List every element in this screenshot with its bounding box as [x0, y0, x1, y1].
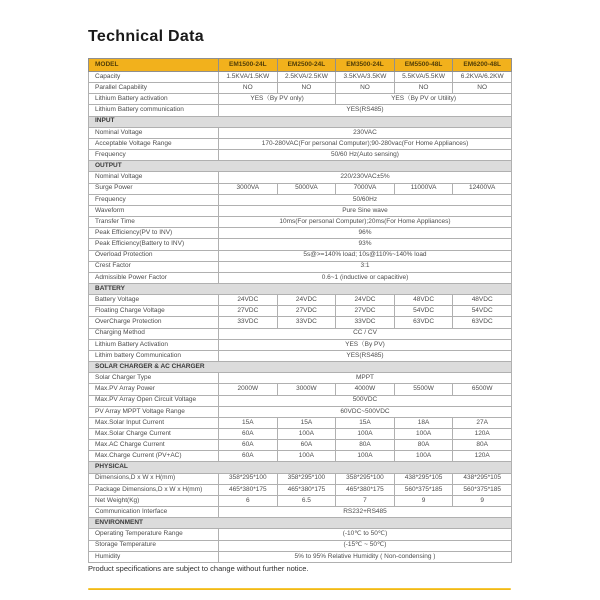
spec-value: 3:1	[219, 261, 512, 272]
section-label: BATTERY	[89, 283, 512, 294]
section-label: PHYSICAL	[89, 462, 512, 473]
spec-value: 100A	[277, 451, 336, 462]
spec-label: Peak Efficiency(PV to INV)	[89, 228, 219, 239]
spec-value: 80A	[453, 440, 512, 451]
spec-label: Max.PV Array Open Circuit Voltage	[89, 395, 219, 406]
spec-value: 33VDC	[336, 317, 395, 328]
spec-label: Lithium Battery Activation	[89, 339, 219, 350]
spec-label: Parallel Capability	[89, 83, 219, 94]
spec-value: 5.5KVA/5.5KW	[394, 72, 453, 83]
model-header-em5500-48l: EM5500-48L	[394, 59, 453, 72]
spec-label: Floating Charge Voltage	[89, 306, 219, 317]
table-row	[89, 317, 512, 328]
spec-value: 80A	[336, 440, 395, 451]
spec-value: 60A	[219, 429, 278, 440]
spec-label: PV Array MPPT Voltage Range	[89, 406, 219, 417]
spec-label: Package Dimensions,D x W x H(mm)	[89, 484, 219, 495]
spec-value: 50/60Hz	[219, 194, 512, 205]
section-row	[89, 362, 512, 373]
spec-value: YES(RS485)	[219, 105, 512, 116]
spec-label: Lithium Battery communication	[89, 105, 219, 116]
spec-value: YES（By PV only)	[219, 94, 336, 105]
spec-value: Pure Sine wave	[219, 205, 512, 216]
spec-label: Max.PV Array Power	[89, 384, 219, 395]
spec-value: 2.5KVA/2.5KW	[277, 72, 336, 83]
spec-value: 3.5KVA/3.5KW	[336, 72, 395, 83]
disclaimer-text: Product specifications are subject to change without further notice.	[88, 564, 309, 573]
spec-label: Max.Solar Input Current	[89, 417, 219, 428]
table-row	[89, 205, 512, 216]
spec-value: 15A	[336, 417, 395, 428]
model-header-label: MODEL	[89, 59, 219, 72]
spec-value: 438*295*105	[453, 473, 512, 484]
spec-value: NO	[453, 83, 512, 94]
table-row	[89, 72, 512, 83]
spec-value: 5% to 95% Relative Humidity ( Non-condensing )	[219, 551, 512, 562]
spec-value: 96%	[219, 228, 512, 239]
spec-label: Surge Power	[89, 183, 219, 194]
table-row	[89, 295, 512, 306]
spec-value: 27VDC	[336, 306, 395, 317]
model-header-em6200-48l: EM6200-48L	[453, 59, 512, 72]
spec-label: Communication Interface	[89, 507, 219, 518]
spec-value: 465*380*175	[336, 484, 395, 495]
spec-label: Charging Method	[89, 328, 219, 339]
spec-value: 100A	[336, 429, 395, 440]
spec-value: 9	[394, 495, 453, 506]
section-label: SOLAR CHARGER & AC CHARGER	[89, 362, 512, 373]
spec-value: 63VDC	[453, 317, 512, 328]
spec-value: 80A	[394, 440, 453, 451]
table-row	[89, 183, 512, 194]
spec-label: Max.Solar Charge Current	[89, 429, 219, 440]
section-label: OUTPUT	[89, 161, 512, 172]
table-row	[89, 540, 512, 551]
page-title: Technical Data	[88, 28, 204, 45]
table-row	[89, 127, 512, 138]
spec-value: YES（By PV)	[219, 339, 512, 350]
spec-label: Lithim battery Communication	[89, 350, 219, 361]
spec-value: NO	[394, 83, 453, 94]
table-row	[89, 495, 512, 506]
spec-value: 5500W	[394, 384, 453, 395]
section-row	[89, 161, 512, 172]
model-header-em3500-24l: EM3500-24L	[336, 59, 395, 72]
section-row	[89, 518, 512, 529]
spec-value: 560*375*185	[394, 484, 453, 495]
model-header-em2500-24l: EM2500-24L	[277, 59, 336, 72]
accent-divider-line	[88, 588, 511, 590]
table-row	[89, 306, 512, 317]
spec-value: NO	[219, 83, 278, 94]
spec-value: 100A	[277, 429, 336, 440]
spec-value: 27VDC	[219, 306, 278, 317]
spec-value: 2000W	[219, 384, 278, 395]
spec-value: 9	[453, 495, 512, 506]
spec-value: 220/230VAC±5%	[219, 172, 512, 183]
table-row	[89, 339, 512, 350]
spec-label: Acceptable Voltage Range	[89, 138, 219, 149]
spec-label: Max.AC Charge Current	[89, 440, 219, 451]
spec-value: 0.6~1 (inductive or capacitive)	[219, 272, 512, 283]
spec-value: 120A	[453, 451, 512, 462]
table-row	[89, 138, 512, 149]
spec-value: 18A	[394, 417, 453, 428]
spec-value: 358*295*100	[336, 473, 395, 484]
table-row	[89, 150, 512, 161]
table-row	[89, 239, 512, 250]
spec-value: 4000W	[336, 384, 395, 395]
spec-value: 10ms(For personal Computer);20ms(For Home Appliances)	[219, 217, 512, 228]
spec-value: 15A	[277, 417, 336, 428]
spec-label: Battery Voltage	[89, 295, 219, 306]
spec-value: 100A	[394, 429, 453, 440]
spec-value: 358*295*100	[219, 473, 278, 484]
spec-value: 6.2KVA/6.2KW	[453, 72, 512, 83]
spec-value: 48VDC	[394, 295, 453, 306]
section-row	[89, 462, 512, 473]
spec-value: 500VDC	[219, 395, 512, 406]
spec-value: 465*380*175	[219, 484, 278, 495]
section-row	[89, 116, 512, 127]
section-row	[89, 283, 512, 294]
table-row	[89, 350, 512, 361]
spec-value: YES(RS485)	[219, 350, 512, 361]
table-row	[89, 384, 512, 395]
table-row	[89, 194, 512, 205]
spec-label: Humidity	[89, 551, 219, 562]
spec-value: 24VDC	[336, 295, 395, 306]
table-row	[89, 484, 512, 495]
spec-value: 33VDC	[277, 317, 336, 328]
table-row	[89, 105, 512, 116]
table-row	[89, 272, 512, 283]
table-row	[89, 217, 512, 228]
table-row	[89, 250, 512, 261]
spec-label: Waveform	[89, 205, 219, 216]
spec-label: Admissible Power Factor	[89, 272, 219, 283]
table-row	[89, 417, 512, 428]
spec-value: (-15℃ ~ 50℃)	[219, 540, 512, 551]
spec-value: 54VDC	[453, 306, 512, 317]
spec-value: 63VDC	[394, 317, 453, 328]
spec-value: RS232+RS485	[219, 507, 512, 518]
spec-value: 438*295*105	[394, 473, 453, 484]
spec-value: 60A	[219, 440, 278, 451]
table-row	[89, 373, 512, 384]
spec-label: OverCharge Protection	[89, 317, 219, 328]
spec-value: 7000VA	[336, 183, 395, 194]
spec-value: 100A	[336, 451, 395, 462]
spec-value: 6500W	[453, 384, 512, 395]
spec-value: (-10℃ to 50℃)	[219, 529, 512, 540]
spec-value: 3000VA	[219, 183, 278, 194]
table-row	[89, 473, 512, 484]
spec-value: 27A	[453, 417, 512, 428]
spec-table	[88, 58, 512, 563]
spec-value: 60A	[277, 440, 336, 451]
spec-value: MPPT	[219, 373, 512, 384]
spec-value: 93%	[219, 239, 512, 250]
spec-value: 100A	[394, 451, 453, 462]
spec-value: 6.5	[277, 495, 336, 506]
spec-label: Crest Factor	[89, 261, 219, 272]
spec-value: 465*380*175	[277, 484, 336, 495]
spec-value: 358*295*100	[277, 473, 336, 484]
spec-value: 24VDC	[277, 295, 336, 306]
spec-value: 60A	[219, 451, 278, 462]
table-row	[89, 507, 512, 518]
spec-label: Net Weight(Kg)	[89, 495, 219, 506]
spec-label: Max.Charge Current (PV+AC)	[89, 451, 219, 462]
model-header-em1500-24l: EM1500-24L	[219, 59, 278, 72]
spec-value: 170-280VAC(For personal Computer);90-280vac(For Home Appliances)	[219, 138, 512, 149]
table-row	[89, 551, 512, 562]
spec-label: Nominal Voltage	[89, 127, 219, 138]
table-row	[89, 451, 512, 462]
table-row	[89, 172, 512, 183]
spec-label: Overload Protection	[89, 250, 219, 261]
table-row	[89, 83, 512, 94]
spec-value: 5000VA	[277, 183, 336, 194]
table-row	[89, 395, 512, 406]
spec-value: 54VDC	[394, 306, 453, 317]
spec-label: Capacity	[89, 72, 219, 83]
spec-label: Solar Charger Type	[89, 373, 219, 384]
spec-value: 33VDC	[219, 317, 278, 328]
spec-value: 12400VA	[453, 183, 512, 194]
spec-label: Frequency	[89, 150, 219, 161]
table-row	[89, 228, 512, 239]
spec-value: NO	[336, 83, 395, 94]
table-row	[89, 440, 512, 451]
spec-value: NO	[277, 83, 336, 94]
spec-label: Dimensions,D x W x H(mm)	[89, 473, 219, 484]
spec-value: 230VAC	[219, 127, 512, 138]
spec-label: Transfer Time	[89, 217, 219, 228]
spec-value: YES（By PV or Utility)	[336, 94, 512, 105]
spec-value: 120A	[453, 429, 512, 440]
table-row	[89, 94, 512, 105]
spec-value: 3000W	[277, 384, 336, 395]
table-row	[89, 429, 512, 440]
spec-value: 60VDC~500VDC	[219, 406, 512, 417]
spec-label: Storage Temperature	[89, 540, 219, 551]
spec-label: Frequency	[89, 194, 219, 205]
spec-value: 15A	[219, 417, 278, 428]
spec-value: 24VDC	[219, 295, 278, 306]
spec-label: Nominal Voltage	[89, 172, 219, 183]
section-label: INPUT	[89, 116, 512, 127]
spec-value: 6	[219, 495, 278, 506]
spec-label: Lithium Battery activation	[89, 94, 219, 105]
spec-value: 1.5KVA/1.5KW	[219, 72, 278, 83]
spec-label: Peak Efficiency(Battery to INV)	[89, 239, 219, 250]
spec-value: 27VDC	[277, 306, 336, 317]
spec-label: Operating Temperature Range	[89, 529, 219, 540]
spec-value: CC / CV	[219, 328, 512, 339]
table-row	[89, 529, 512, 540]
spec-value: 50/60 Hz(Auto sensing)	[219, 150, 512, 161]
spec-value: 48VDC	[453, 295, 512, 306]
section-label: ENVIRONMENT	[89, 518, 512, 529]
table-row	[89, 328, 512, 339]
table-row	[89, 261, 512, 272]
spec-value: 560*375*185	[453, 484, 512, 495]
table-row	[89, 406, 512, 417]
spec-value: 11000VA	[394, 183, 453, 194]
model-header-row	[89, 59, 512, 72]
spec-value: 7	[336, 495, 395, 506]
spec-value: 5s@>=140% load; 10s@110%~140% load	[219, 250, 512, 261]
